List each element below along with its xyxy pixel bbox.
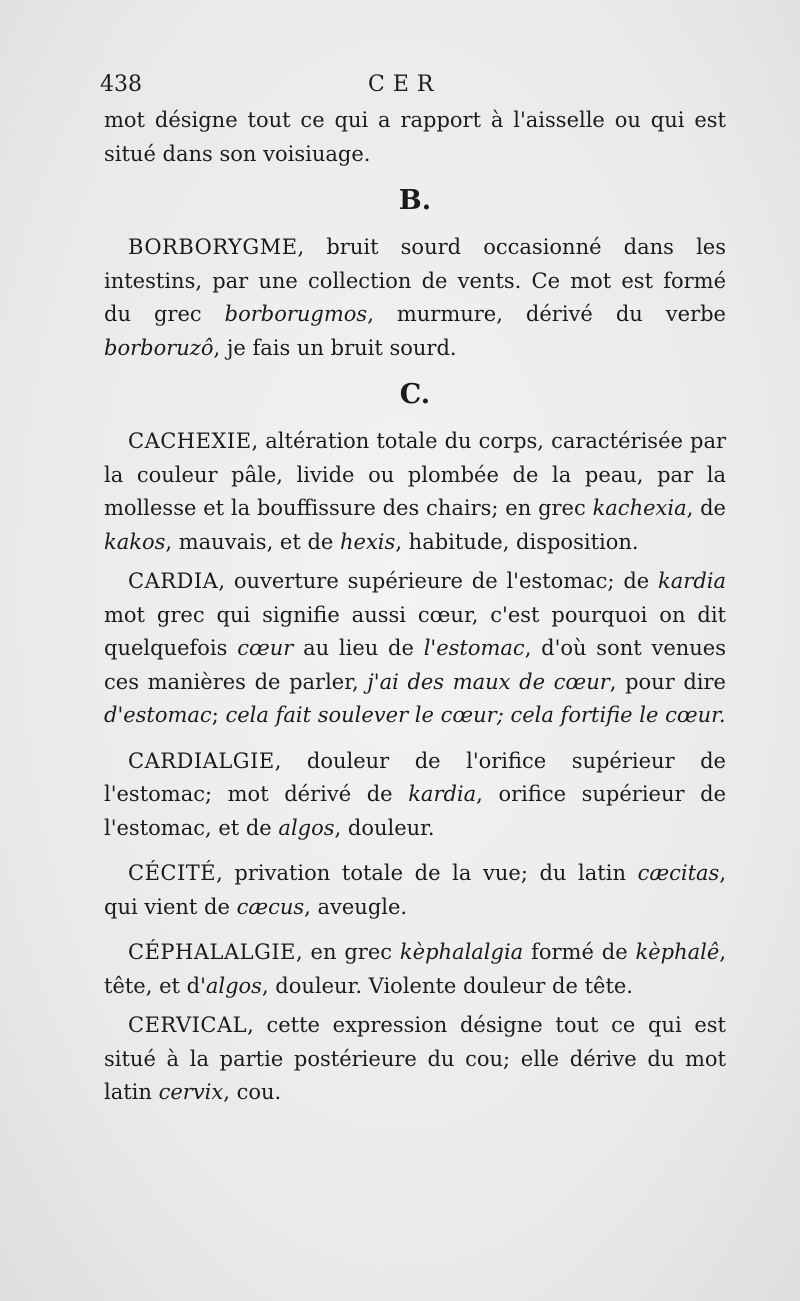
entry-text: , pour dire [609, 669, 726, 694]
entry-text: , bruit sourd occasionné dans les intestins, par une collection de vents. Ce mot est formé du grec [104, 235, 726, 326]
italic-phrase: cela fait soulever le cœur; cela fortifie le cœur. [225, 703, 726, 727]
italic-phrase: j'ai des maux de cœur [367, 669, 610, 694]
entry-cardia [104, 565, 726, 733]
entry-text: , en grec [295, 940, 400, 964]
entry-text: , douleur. [334, 815, 435, 840]
greek-term: kardia [658, 569, 726, 593]
italic-phrase: cœur [237, 636, 294, 660]
entry-text: formé de [523, 940, 636, 964]
greek-term: kèphalalgia [399, 940, 524, 964]
section-letter-c: C. [399, 379, 431, 410]
entry-text: , je fais un bruit sourd. [213, 335, 457, 360]
continued-entry: mot désigne tout ce qui a rapport à l'aisselle ou qui est situé dans son voisiuage. [104, 108, 726, 166]
entry-cervical [104, 1009, 726, 1110]
page-header [100, 72, 740, 108]
page-body [104, 104, 726, 1110]
headword: CARDIA [128, 569, 219, 593]
greek-term: borborugmos [224, 302, 368, 326]
entry-cardialgie [104, 745, 726, 846]
greek-term: kachexia [592, 496, 687, 520]
entry-text: , de [686, 496, 726, 520]
latin-term: cæcus [236, 894, 305, 919]
latin-term: cæcitas [637, 861, 720, 885]
running-head: CER [368, 72, 442, 97]
entry-text: , ouverture supérieure de l'estomac; de [218, 569, 659, 593]
entry-text: , murmure, dérivé du verbe [367, 302, 726, 326]
entry-cephalalgie [104, 936, 726, 1003]
entry-cachexie [104, 425, 726, 559]
entry-borborygme [104, 231, 726, 365]
entry-text: , privation totale de la vue; du latin [216, 861, 638, 885]
greek-term: kakos [104, 529, 166, 554]
entry-text: , tête, et d' [104, 940, 726, 998]
entry-text: , cette expression désigne tout ce qui est situé à la partie postérieure du cou; elle dérive du mot latin [104, 1013, 726, 1104]
entry-text: , douleur de l'orifice supérieur de l'estomac; mot dérivé de [104, 748, 726, 806]
headword: BORBORYGME [128, 235, 298, 259]
entry-text: , altération totale du corps, caractérisée par la couleur pâle, livide ou plombée de la peau, par la mollesse et la bouffissure des chairs; en grec [104, 429, 726, 520]
entry-text: , cou. [223, 1080, 282, 1104]
entry-text: , aveugle. [304, 894, 408, 919]
entry-cecite [104, 857, 726, 924]
section-letter-b: B. [398, 185, 432, 216]
headword: CERVICAL [128, 1013, 248, 1037]
entry-text: , habitude, disposition. [395, 529, 639, 554]
italic-phrase: d'estomac [104, 703, 212, 727]
entry-text: , orifice supérieur de l'estomac, et de [104, 782, 727, 840]
greek-term: kèphalê [635, 940, 720, 964]
entry-text: , d'où sont venues ces manières de parler, [104, 636, 727, 694]
latin-term: cervix [158, 1080, 224, 1104]
entry-text: , qui vient de [104, 861, 726, 919]
greek-term: borboruzô [104, 335, 214, 360]
greek-term: hexis [340, 529, 396, 554]
headword: CACHEXIE [128, 429, 252, 453]
greek-term: kardia [408, 782, 477, 806]
headword: CARDIALGIE [128, 748, 275, 773]
italic-phrase: l'estomac [423, 636, 525, 660]
entry-text: au lieu de [293, 636, 424, 660]
entry-text: , douleur. Violente douleur de tête. [261, 973, 633, 998]
entry-text: ; [211, 703, 226, 727]
page-number: 438 [100, 72, 142, 97]
greek-term: algos [205, 973, 262, 998]
headword: CÉCITÉ [128, 861, 217, 885]
entry-text: mot grec qui signifie aussi cœur, c'est pourquoi on dit quelquefois [104, 602, 726, 660]
greek-term: algos [278, 815, 335, 840]
headword: CÉPHALALGIE [128, 940, 296, 964]
entry-text: , mauvais, et de [165, 529, 341, 554]
